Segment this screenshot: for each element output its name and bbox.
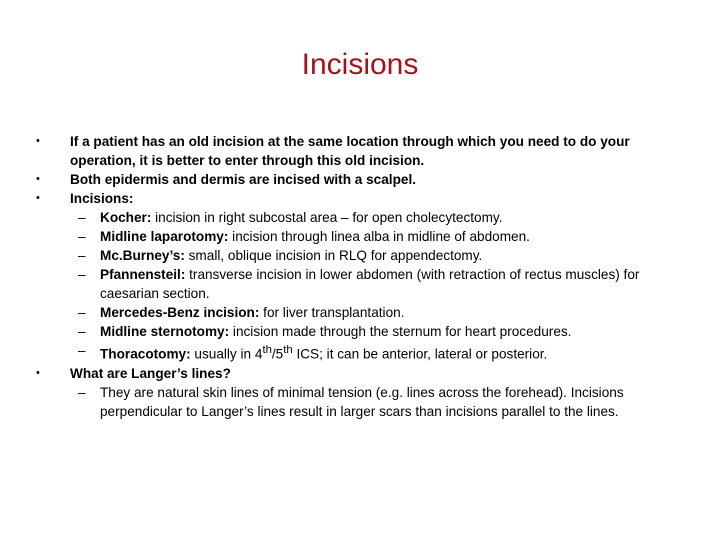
bullet-langer-question (36, 364, 676, 383)
bullet-icon: • (36, 192, 40, 204)
dash-icon: – (78, 229, 86, 244)
thoracotomy-text-pre: usually in 4 (190, 346, 263, 362)
incision-term: Midline laparotomy: (100, 229, 229, 244)
dash-icon: – (78, 384, 86, 400)
incision-term: Thoracotomy: (100, 346, 191, 362)
incision-term: Pfannensteil: (100, 267, 186, 282)
incision-term: Mercedes-Benz incision: (100, 305, 260, 320)
slide-body (36, 132, 676, 421)
incision-desc: incision in right subcostal area – for open cholecytectomy. (151, 210, 503, 225)
bullet-text: Both epidermis and dermis are incised with a scalpel. (70, 172, 416, 187)
incision-term: Kocher: (100, 210, 152, 225)
bullet-text: If a patient has an old incision at the same location through which you need to do your operation, it is better to enter through this old incision. (70, 134, 630, 168)
dash-icon: – (78, 248, 86, 263)
dash-icon: – (78, 267, 86, 282)
langer-answer-text: They are natural skin lines of minimal tension (e.g. lines across the forehead). Incisions perpendicular to Langer’s lines result in larger scars than incisions parallel to the lines. (100, 384, 624, 419)
thoracotomy-text-mid: /5 (271, 346, 284, 362)
incision-mercedes-benz (36, 303, 676, 322)
bullet-epidermis (36, 170, 676, 189)
incision-mcburney (36, 246, 676, 265)
bullet-incisions-heading (36, 189, 676, 208)
bullet-text: Incisions: (70, 191, 134, 206)
incision-desc: transverse incision in lower abdomen (with retraction of rectus muscles) for caesarian section. (100, 267, 640, 301)
bullet-icon: • (36, 366, 40, 379)
bullet-icon: • (36, 135, 40, 147)
incision-desc: incision made through the sternum for heart procedures. (229, 324, 572, 339)
incision-kocher (36, 208, 676, 227)
incision-midline-sternotomy (36, 322, 676, 341)
dash-icon: – (78, 324, 86, 339)
incision-pfannensteil (36, 265, 676, 303)
slide-title: Incisions (301, 48, 419, 81)
incision-thoracotomy (36, 341, 676, 364)
bullet-old-incision (36, 132, 676, 170)
incision-term: Mc.Burney’s: (100, 248, 185, 263)
superscript-th: th (262, 344, 272, 356)
incision-midline-laparotomy (36, 227, 676, 246)
langer-answer (36, 383, 676, 421)
dash-icon: – (78, 343, 86, 358)
dash-icon: – (78, 210, 86, 225)
thoracotomy-text-post: ICS; it can be anterior, lateral or posterior. (292, 346, 548, 362)
incision-desc: incision through linea alba in midline of abdomen. (228, 229, 530, 244)
incision-desc: small, oblique incision in RLQ for appendectomy. (184, 248, 483, 263)
incision-term: Midline sternotomy: (100, 324, 230, 339)
bullet-text: What are Langer’s lines? (70, 365, 231, 381)
superscript-th: th (283, 344, 293, 356)
incision-desc: for liver transplantation. (259, 305, 405, 320)
dash-icon: – (78, 305, 86, 320)
bullet-icon: • (36, 173, 40, 185)
